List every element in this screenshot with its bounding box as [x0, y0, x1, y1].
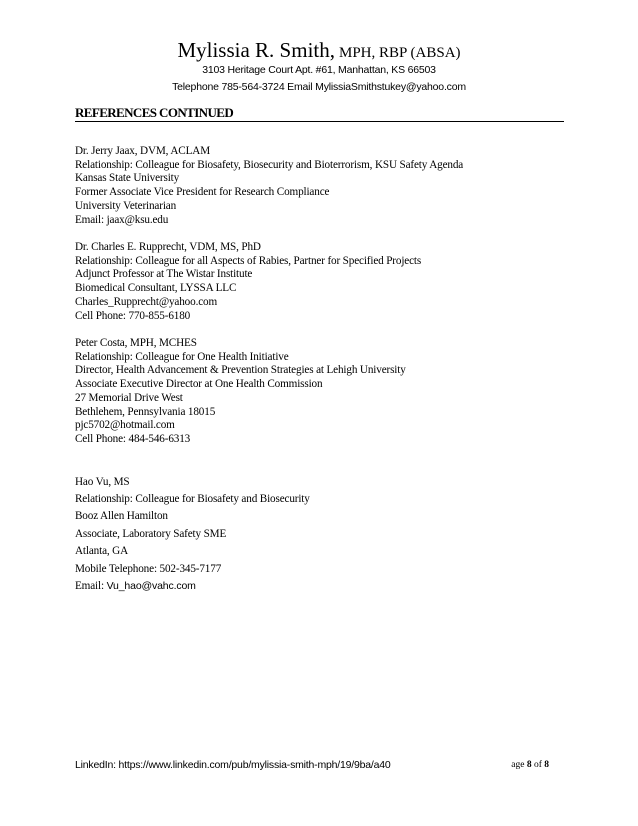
reference-address: Atlanta, GA	[75, 545, 129, 558]
person-name: Mylissia R. Smith,	[177, 38, 335, 62]
reference-phone: Mobile Telephone: 502-345-7177	[75, 562, 222, 575]
page-current: 8	[526, 760, 532, 770]
reference-detail: Associate Executive Director at One Health Commission	[75, 378, 323, 391]
reference-entry	[75, 145, 575, 227]
header-address: 3103 Heritage Court Apt. #61, Manhattan, KS 66503	[202, 64, 436, 76]
reference-name: Dr. Jerry Jaax, DVM, ACLAM	[75, 145, 210, 157]
page-of: of	[533, 760, 542, 770]
reference-detail: University Veterinarian	[75, 199, 177, 212]
reference-email: Charles_Rupprecht@yahoo.com	[75, 295, 218, 308]
reference-phone: Cell Phone: 770-855-6180	[75, 309, 191, 322]
reference-email: pjc5702@hotmail.com	[75, 419, 175, 432]
reference-address: Bethlehem, Pennsylvania 18015	[75, 405, 216, 418]
reference-email	[75, 578, 575, 595]
reference-relationship: Relationship: Colleague for Biosafety and Biosecurity	[75, 493, 310, 506]
email-address: Vu_hao@vahc.com	[106, 580, 196, 593]
reference-relationship: Relationship: Colleague for all Aspects of Rabies, Partner for Specified Projects	[75, 254, 422, 267]
reference-name: Dr. Charles E. Rupprecht, VDM, MS, PhD	[75, 241, 261, 254]
reference-entry	[75, 474, 575, 596]
resume-header-name	[0, 38, 638, 65]
section-title: REFERENCES CONTINUED	[75, 105, 234, 120]
references-list	[75, 145, 575, 596]
reference-detail: Biomedical Consultant, LYSSA LLC	[75, 282, 237, 295]
reference-entry	[75, 241, 575, 323]
reference-address: 27 Memorial Drive West	[75, 391, 183, 404]
page-number	[511, 759, 549, 772]
page-prefix: age	[511, 760, 525, 770]
reference-name: Hao Vu, MS	[75, 475, 130, 488]
footer-linkedin: LinkedIn: https://www.linkedin.com/pub/mylissia-smith-mph/19/9ba/a40	[75, 759, 391, 771]
reference-detail: Former Associate Vice President for Research Compliance	[75, 186, 330, 199]
page-total: 8	[544, 760, 549, 770]
reference-detail: Director, Health Advancement & Prevention Strategies at Lehigh University	[75, 364, 406, 377]
reference-relationship: Relationship: Colleague for One Health Initiative	[75, 350, 289, 363]
reference-phone: Cell Phone: 484-546-6313	[75, 432, 191, 445]
reference-detail: Associate, Laboratory Safety SME	[75, 527, 227, 540]
reference-entry	[75, 337, 575, 447]
email-label: Email:	[75, 580, 104, 593]
reference-relationship: Relationship: Colleague for Biosafety, Biosecurity and Bioterrorism, KSU Safety Agenda	[75, 158, 464, 171]
reference-name: Peter Costa, MPH, MCHES	[75, 337, 197, 350]
reference-detail: Booz Allen Hamilton	[75, 510, 168, 523]
header-contact: Telephone 785-564-3724 Email MylissiaSmithstukey@yahoo.com	[172, 81, 466, 93]
reference-email: Email: jaax@ksu.edu	[75, 213, 169, 226]
section-divider	[75, 121, 564, 122]
person-credentials: MPH, RBP (ABSA)	[338, 45, 461, 61]
reference-detail: Kansas State University	[75, 172, 180, 185]
reference-detail: Adjunct Professor at The Wistar Institute	[75, 268, 253, 281]
